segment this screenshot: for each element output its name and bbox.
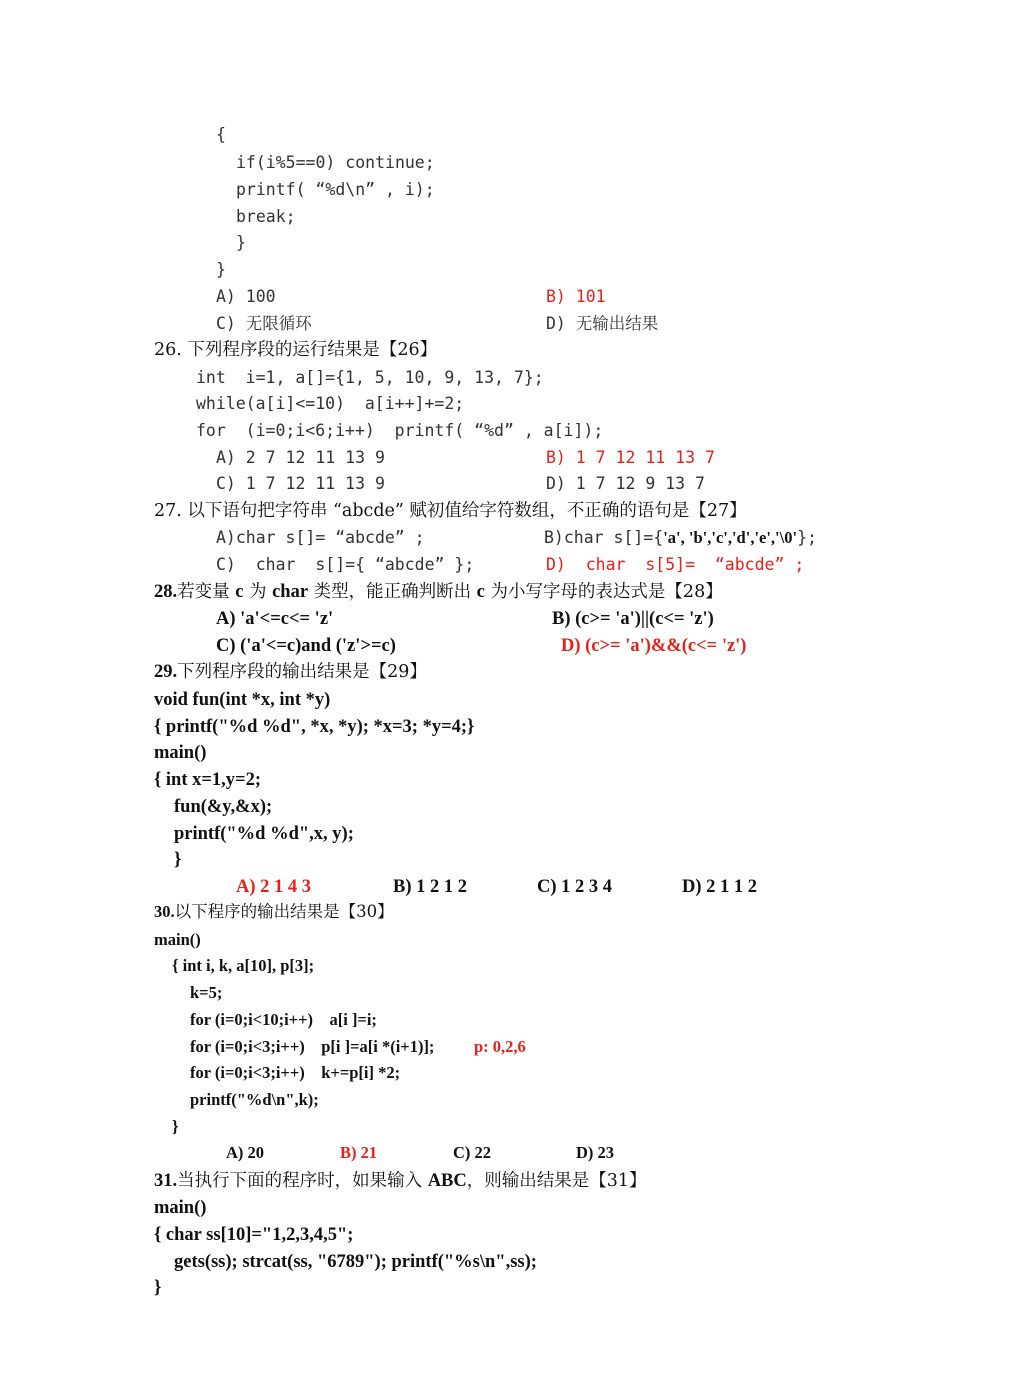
code-line: int i=1, a[]={1, 5, 10, 9, 13, 7}; (196, 368, 544, 387)
option-c: C) 无限循环 (216, 314, 312, 333)
question-text: 为 (243, 582, 273, 602)
question-number: 30. (154, 902, 175, 921)
code-line: while(a[i]<=10) a[i++]+=2; (196, 394, 465, 413)
code-line: } (236, 233, 246, 252)
code-line: main() (154, 743, 207, 763)
question-number: 29. (154, 662, 178, 682)
question-29 (154, 663, 427, 682)
question-text: 当执行下面的程序时，如果输入 (177, 1171, 428, 1191)
code-line: k=5; (190, 983, 223, 1002)
option-a: A) 2 7 12 11 13 9 (216, 448, 385, 467)
option-b-suffix: }; (797, 528, 817, 547)
option-b-prefix: B)char s[]={ (544, 528, 664, 547)
code-line: break; (236, 207, 296, 226)
code-line: if(i%5==0) continue; (236, 153, 435, 172)
code-line: { (216, 125, 226, 144)
code-line: } (174, 850, 182, 870)
question-text: 类型，能正确判断出 (308, 582, 477, 602)
question-30 (154, 904, 394, 922)
code-line: for (i=0;i<6;i++) printf( “%d” , a[i]); (196, 421, 604, 440)
type-name: char (272, 582, 309, 602)
code-line: for (i=0;i<3;i++) p[i ]=a[i *(i+1)]; (190, 1037, 435, 1056)
code-line: main() (154, 930, 201, 949)
code-line: { int x=1,y=2; (154, 770, 261, 790)
answer-note: p: 0,2,6 (474, 1037, 526, 1056)
question-31 (154, 1172, 647, 1191)
code-line: printf( “%d\n” , i); (236, 180, 435, 199)
code-line: fun(&y,&x); (174, 797, 273, 817)
code-line: for (i=0;i<3;i++) k+=p[i] *2; (190, 1063, 401, 1082)
question-text: 以下程序的输出结果是【30】 (174, 902, 394, 921)
option-b: B) (c>= 'a')||(c<= 'z') (552, 609, 714, 629)
question-27: 27. 以下语句把字符串 “abcde” 赋初值给字符数组，不正确的语句是【27】 (154, 501, 747, 521)
question-28 (154, 583, 723, 602)
code-line: } (216, 260, 226, 279)
code-line: gets(ss); strcat(ss, "6789"); printf("%s\n",ss); (174, 1252, 537, 1272)
option-b-chars: 'a', 'b','c','d','e','\0' (663, 528, 798, 547)
question-26: 26. 下列程序段的运行结果是【26】 (154, 340, 438, 360)
option-b (544, 530, 817, 547)
code-line: { char ss[10]="1,2,3,4,5"; (154, 1225, 354, 1245)
question-number: 28. (154, 582, 178, 602)
option-a: A) 'a'<=c<= 'z' (216, 609, 334, 629)
option-b-answer: B) 1 7 12 11 13 7 (546, 448, 715, 467)
option-d: D) 2 1 1 2 (682, 877, 758, 897)
option-d-answer: D) (c>= 'a')&&(c<= 'z') (561, 636, 747, 656)
code-line: } (172, 1117, 179, 1136)
code-line: printf("%d\n",k); (190, 1090, 319, 1109)
code-line: } (154, 1278, 162, 1298)
question-text: 若变量 (177, 582, 236, 602)
code-line: { int i, k, a[10], p[3]; (172, 956, 315, 975)
code-line: for (i=0;i<10;i++) a[i ]=i; (190, 1010, 377, 1029)
option-a: A) 100 (216, 287, 276, 306)
option-b-answer: B) 21 (340, 1143, 378, 1162)
code-line: printf("%d %d",x, y); (174, 824, 354, 844)
question-text: 下列程序段的输出结果是【29】 (177, 662, 427, 682)
option-d: D) 23 (576, 1143, 615, 1162)
variable: c (235, 582, 244, 602)
option-d: D) 1 7 12 9 13 7 (546, 474, 705, 493)
option-c: C) 22 (453, 1143, 492, 1162)
option-c: C) ('a'<=c)and ('z'>=c) (216, 636, 396, 656)
option-b: B) 1 2 1 2 (393, 877, 467, 897)
option-a: A) 20 (226, 1143, 265, 1162)
code-line: main() (154, 1198, 207, 1218)
question-number: 31. (154, 1171, 178, 1191)
code-line: void fun(int *x, int *y) (154, 690, 331, 710)
question-text: 为小写字母的表达式是【28】 (484, 582, 723, 602)
option-d: D) 无输出结果 (546, 314, 659, 333)
input-value: ABC (427, 1171, 467, 1191)
option-a-answer: A) 2 1 4 3 (236, 877, 312, 897)
option-b-answer: B) 101 (546, 287, 606, 306)
option-c: C) 1 7 12 11 13 9 (216, 474, 385, 493)
code-line: { printf("%d %d", *x, *y); *x=3; *y=4;} (154, 717, 475, 737)
option-a: A)char s[]= “abcde” ; (216, 528, 425, 547)
option-c: C) 1 2 3 4 (537, 877, 613, 897)
variable: c (476, 582, 485, 602)
option-d-answer: D) char s[5]= “abcde” ; (546, 555, 805, 574)
question-text: ，则输出结果是【31】 (466, 1171, 647, 1191)
option-c: C) char s[]={ “abcde” }; (216, 555, 475, 574)
